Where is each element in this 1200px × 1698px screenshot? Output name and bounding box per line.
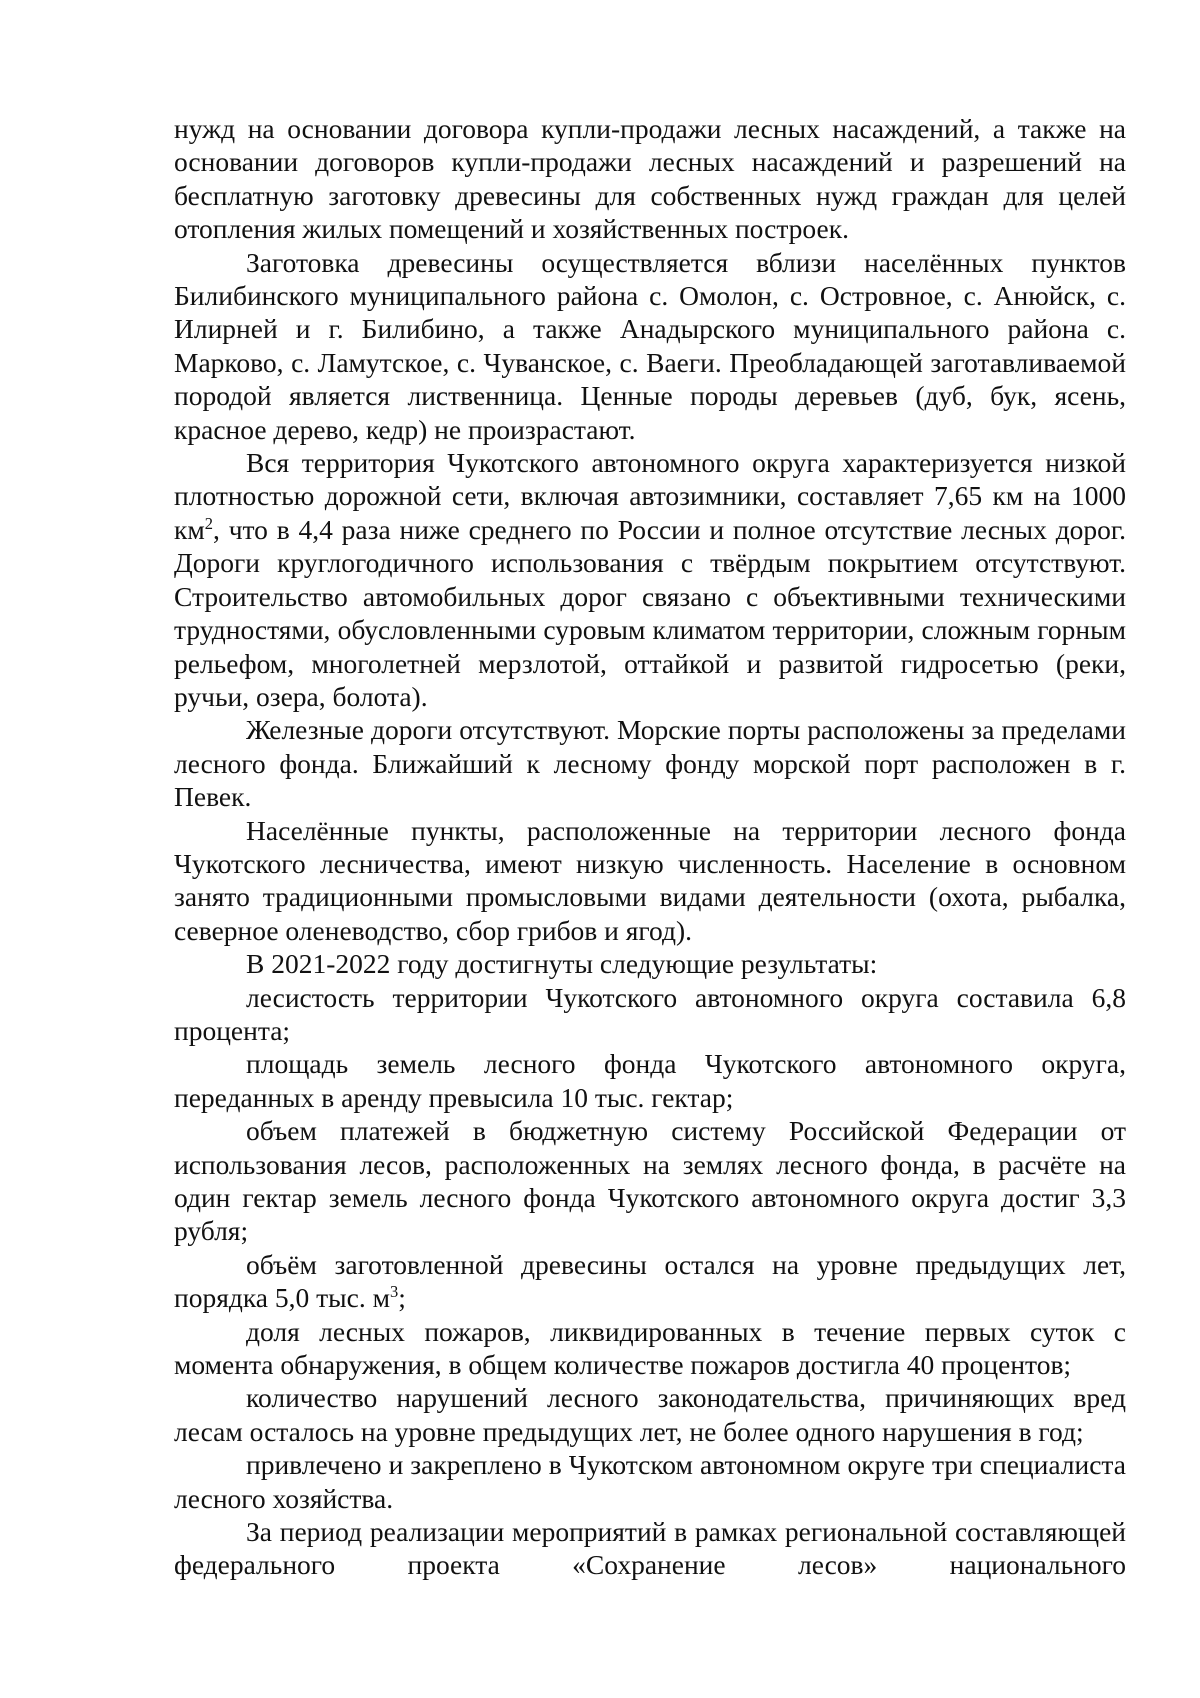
- paragraph-text: , что в 4,4 раза ниже среднего по России и полное отсутствие лесных дорог. Дороги круглогодичного использования с твёрдым покрытием отсутствуют. Строительство автомобильных дорог связано с объективными техническими трудностями, обусловленными суровым климатом территории, сложным горным рельефом, многолетней мерзлотой, оттайкой и развитой гидросетью (реки, ручьи, озера, болота).: [174, 513, 1126, 712]
- paragraph-13: [174, 1448, 1126, 1515]
- paragraph-text: объем платежей в бюджетную систему Российской Федерации от использования лесов, расположенных на землях лесного фонда, в расчёте на один гектар земель лесного фонда Чукотского автономного округа достиг 3,3 рубля;: [174, 1115, 1126, 1247]
- paragraph-4: [174, 713, 1126, 813]
- paragraph-11: [174, 1315, 1126, 1382]
- superscript: 2: [204, 513, 214, 533]
- paragraph-5: [174, 814, 1126, 948]
- paragraph-8: [174, 1047, 1126, 1114]
- paragraph-text: В 2021-2022 году достигнуты следующие результаты:: [246, 948, 878, 980]
- document-page: [174, 112, 1126, 1582]
- paragraph-text: объём заготовленной древесины остался на уровне предыдущих лет, порядка 5,0 тыс. м: [174, 1248, 1126, 1314]
- superscript: 3: [390, 1282, 399, 1302]
- paragraph-text: площадь земель лесного фонда Чукотского автономного округа, переданных в аренду превысила 10 тыс. гектар;: [174, 1048, 1126, 1113]
- paragraph-text: Населённые пункты, расположенные на территории лесного фонда Чукотского лесничества, имеют низкую численность. Население в основном занято традиционными промысловыми видами деятельности (охота, рыбалка, северное оленеводство, сбор грибов и ягод).: [174, 814, 1126, 946]
- paragraph-2: [174, 246, 1126, 446]
- paragraph-3: [174, 446, 1126, 713]
- paragraph-text: доля лесных пожаров, ликвидированных в течение первых суток с момента обнаружения, в общем количестве пожаров достигла 40 процентов;: [174, 1315, 1126, 1381]
- paragraph-text: ;: [398, 1282, 406, 1314]
- paragraph-text: нужд на основании договора купли-продажи лесных насаждений, а также на основании договоров купли-продажи лесных насаждений и разрешений на бесплатную заготовку древесины для собственных нужд граждан для целей отопления жилых помещений и хозяйственных построек.: [174, 113, 1126, 245]
- paragraph-text: лесистость территории Чукотского автономного округа составила 6,8 процента;: [174, 981, 1126, 1046]
- paragraph-text: За период реализации мероприятий в рамках региональной составляющей федерального проекта «Сохранение лесов» национального: [174, 1516, 1126, 1581]
- paragraph-text: количество нарушений лесного законодательства, причиняющих вред лесам осталось на уровне предыдущих лет, не более одного нарушения в год;: [174, 1382, 1126, 1447]
- paragraph-7: [174, 981, 1126, 1048]
- paragraph-9: [174, 1114, 1126, 1248]
- paragraph-1: [174, 112, 1126, 246]
- paragraph-text: привлечено и закреплено в Чукотском автономном округе три специалиста лесного хозяйства.: [174, 1449, 1126, 1514]
- paragraph-10: [174, 1248, 1126, 1315]
- paragraph-text: Вся территория Чукотского автономного округа характеризуется низкой плотностью дорожной сети, включая автозимники, составляет 7,65 км на 1000 км: [174, 447, 1126, 545]
- paragraph-text: Заготовка древесины осуществляется вблизи населённых пунктов Билибинского муниципального района с. Омолон, с. Островное, с. Анюйск, с. Илирней и г. Билибино, а также Анадырского муниципального района с. Марково, с. Ламутское, с. Чуванское, с. Ваеги. Преобладающей заготавливаемой породой является лиственница. Ценные породы деревьев (дуб, бук, ясень, красное дерево, кедр) не произрастают.: [174, 246, 1126, 445]
- paragraph-6: [174, 947, 1126, 980]
- paragraph-12: [174, 1381, 1126, 1448]
- paragraph-14: [174, 1515, 1126, 1582]
- paragraph-text: Железные дороги отсутствуют. Морские порты расположены за пределами лесного фонда. Ближайший к лесному фонду морской порт расположен в г. Певек.: [174, 714, 1126, 813]
